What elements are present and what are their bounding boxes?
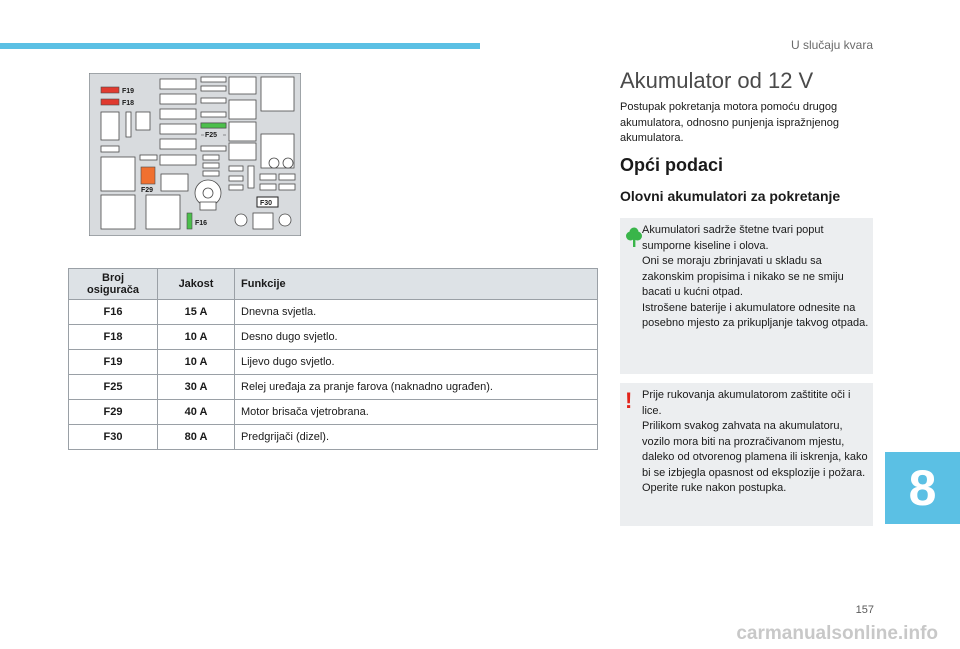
table-row: [69, 325, 598, 350]
cell-function: Lijevo dugo svjetlo.: [235, 350, 598, 375]
col-header-rating: Jakost: [158, 269, 235, 300]
table-row: [69, 350, 598, 375]
cell-function: Relej uređaja za pranje farova (naknadno ugrađen).: [235, 375, 598, 400]
env-note-line: Oni se moraju zbrinjavati u skladu sa zakonskim propisima i nikako se ne smiju bacati u kućni otpad.: [642, 255, 844, 298]
cell-function: Desno dugo svjetlo.: [235, 325, 598, 350]
warning-note-line: Operite ruke nakon postupka.: [642, 482, 787, 494]
cell-rating: 10 A: [158, 325, 235, 350]
cell-rating: 10 A: [158, 350, 235, 375]
subsection-heading: Olovni akumulatori za pokretanje: [620, 188, 841, 204]
cell-fuse: F19: [69, 350, 158, 375]
table-row: [69, 300, 598, 325]
tree-icon: [626, 226, 642, 254]
fuse-box-diagram: [89, 73, 301, 236]
cell-rating: 40 A: [158, 400, 235, 425]
cell-fuse: F18: [69, 325, 158, 350]
table-header-row: [69, 269, 598, 300]
header-accent-bar: [0, 43, 480, 49]
page-number: 157: [855, 604, 874, 616]
cell-rating: 80 A: [158, 425, 235, 450]
cell-fuse: F29: [69, 400, 158, 425]
label-f29: F29: [141, 187, 154, 194]
intro-text: Postupak pokretanja motora pomoću drugog akumulatora, odnosno punjenja ispražnjenog akumulatora.: [620, 101, 839, 144]
col-header-fuse: Broj osigurača: [69, 269, 158, 300]
chapter-tab: 8: [885, 452, 960, 524]
cell-rating: 15 A: [158, 300, 235, 325]
cell-fuse: F16: [69, 300, 158, 325]
label-f19: F19: [122, 88, 135, 95]
cell-rating: 30 A: [158, 375, 235, 400]
table-row: [69, 400, 598, 425]
col-header-function: Funkcije: [235, 269, 598, 300]
cell-function: Predgrijači (dizel).: [235, 425, 598, 450]
cell-fuse: F25: [69, 375, 158, 400]
section-heading: Opći podaci: [620, 155, 724, 175]
env-note-line: Akumulatori sadrže štetne tvari poput sumporne kiseline i olova.: [642, 224, 824, 252]
page-title: Akumulator od 12 V: [620, 68, 814, 93]
table-row: [69, 375, 598, 400]
label-f18: F18: [122, 100, 135, 107]
warning-note-line: Prije rukovanja akumulatorom zaštitite oči i lice.: [642, 389, 851, 417]
label-f16: F16: [195, 220, 208, 227]
environment-note: [620, 218, 873, 374]
env-note-line: Istrošene baterije i akumulatore odnesite na posebno mjesto za prikupljanje takvog otpada.: [642, 301, 869, 329]
cell-function: Motor brisača vjetrobrana.: [235, 400, 598, 425]
warning-note: [620, 383, 873, 526]
cell-fuse: F30: [69, 425, 158, 450]
label-f25: F25: [205, 132, 218, 139]
table-row: [69, 425, 598, 450]
warning-note-line: Prilikom svakog zahvata na akumulatoru, vozilo mora biti na prozračivanom mjestu, daleko od otvorenog plamena ili iskrenja, kako bi se izbjegla opasnost od eksplozije i požara.: [642, 420, 868, 479]
section-title: U slučaju kvara: [790, 38, 873, 52]
fuse-table: [68, 268, 598, 450]
cell-function: Dnevna svjetla.: [235, 300, 598, 325]
footer-watermark: carmanualsonline.info: [736, 623, 938, 644]
warning-icon: !: [625, 388, 633, 413]
label-f30: F30: [260, 200, 273, 207]
